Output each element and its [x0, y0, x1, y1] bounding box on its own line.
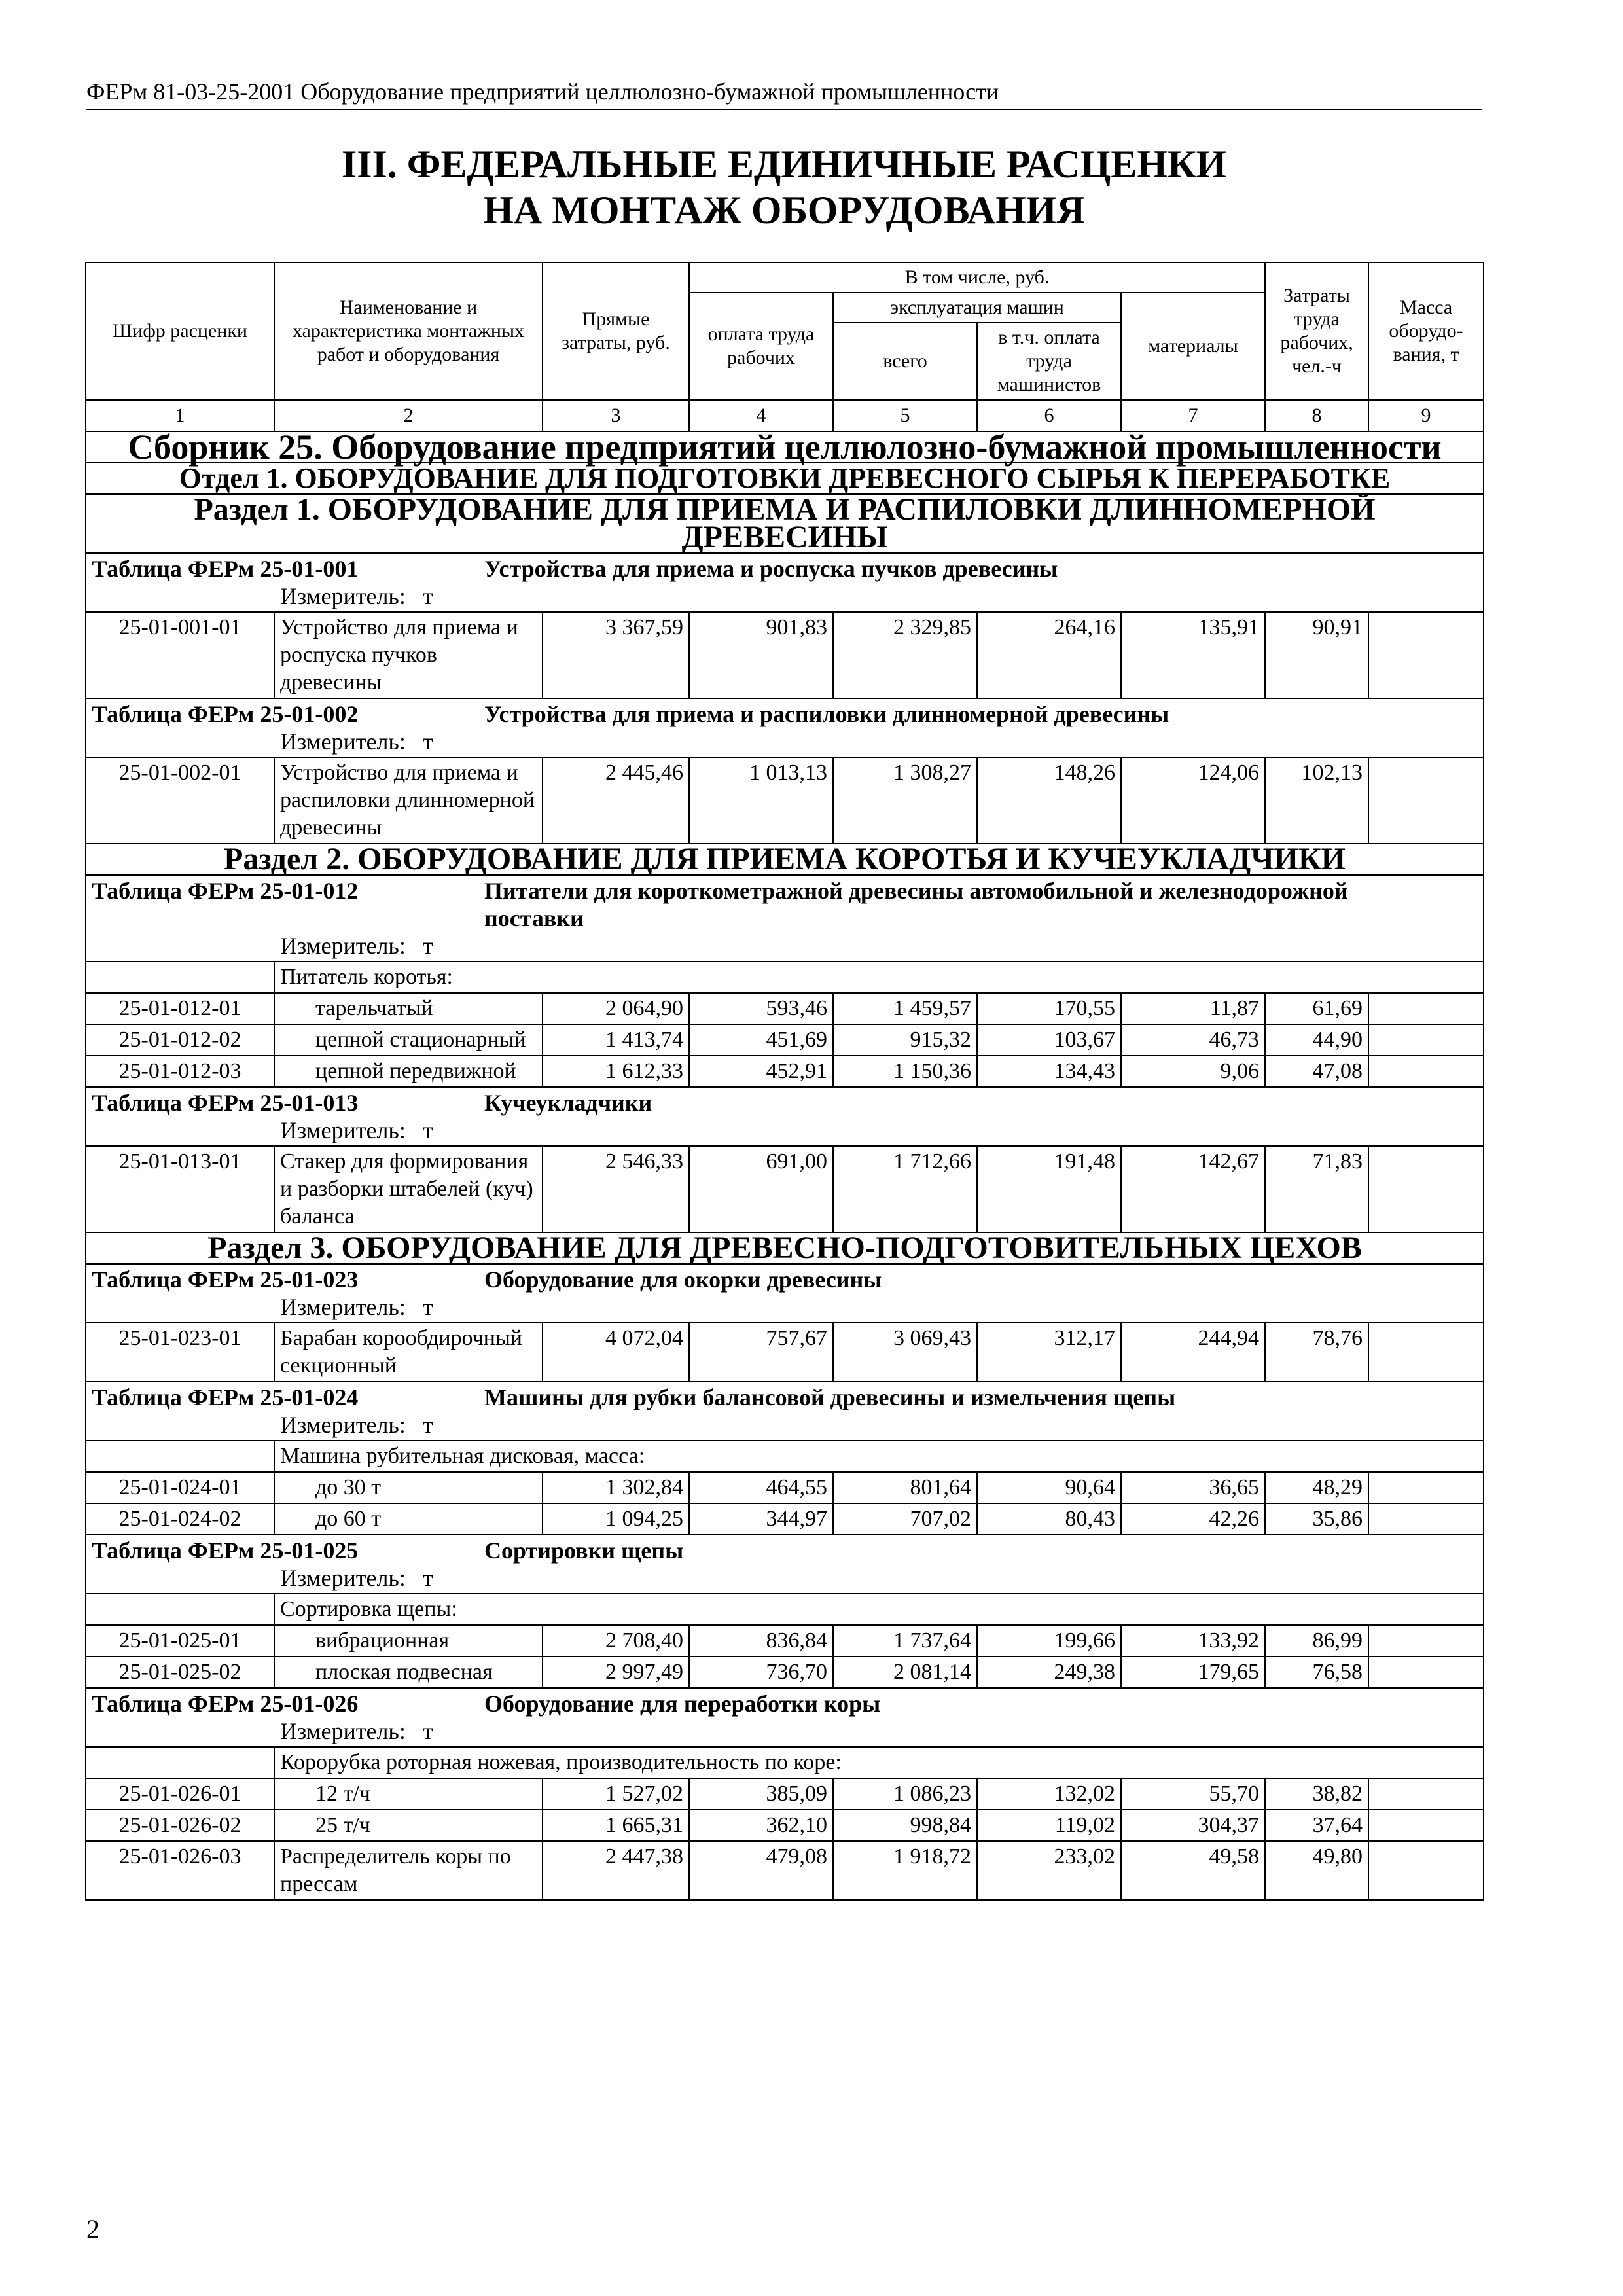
- group-label: Машина рубительная дисковая, масса:: [274, 1441, 1484, 1472]
- direct-costs: 3 367,59: [543, 612, 689, 698]
- machines-total: 1 150,36: [833, 1056, 977, 1087]
- table-code: Таблица ФЕРм 25-01-013: [92, 1090, 359, 1116]
- measure-unit: т: [422, 728, 433, 755]
- table-code: Таблица ФЕРм 25-01-026: [92, 1691, 359, 1717]
- machines-total: 1 712,66: [833, 1146, 977, 1232]
- group-row: [86, 1594, 1484, 1625]
- machinists-wages: 191,48: [977, 1146, 1121, 1232]
- labor-hours: 102,13: [1265, 757, 1368, 844]
- materials: 9,06: [1121, 1056, 1265, 1087]
- work-name: цепной стационарный: [274, 1024, 543, 1056]
- work-name: плоская подвесная: [274, 1657, 543, 1688]
- page-number: 2: [86, 2214, 99, 2244]
- table-row: [86, 1810, 1484, 1841]
- header-machines: эксплуатация машин: [833, 293, 1121, 323]
- materials: 11,87: [1121, 993, 1265, 1024]
- group-label: Питатель коротья:: [274, 961, 1484, 993]
- materials: 135,91: [1121, 612, 1265, 698]
- table-code: Таблица ФЕРм 25-01-002: [92, 701, 359, 727]
- direct-costs: 2 447,38: [543, 1841, 689, 1900]
- wages: 691,00: [689, 1146, 833, 1232]
- work-name: Барабан корообдирочный секционный: [274, 1323, 543, 1382]
- direct-costs: 2 546,33: [543, 1146, 689, 1232]
- work-name: до 30 т: [274, 1472, 543, 1503]
- table-code: Таблица ФЕРм 25-01-025: [92, 1537, 359, 1564]
- materials: 244,94: [1121, 1323, 1265, 1382]
- table-heading: [86, 875, 1484, 961]
- measure: [280, 1117, 1478, 1144]
- measure-unit: т: [422, 1565, 433, 1591]
- wages: 901,83: [689, 612, 833, 698]
- direct-costs: 1 612,33: [543, 1056, 689, 1087]
- machines-total: 1 459,57: [833, 993, 977, 1024]
- measure-label: Измеритель:: [280, 1294, 406, 1320]
- empty-cell: [86, 961, 274, 993]
- direct-costs: 1 413,74: [543, 1024, 689, 1056]
- group-row: [86, 1441, 1484, 1472]
- machines-total: 1 737,64: [833, 1625, 977, 1657]
- table-heading-row: [86, 1688, 1484, 1747]
- work-name: цепной передвижной: [274, 1056, 543, 1087]
- measure-label: Измеритель:: [280, 1412, 406, 1438]
- wages: 385,09: [689, 1778, 833, 1810]
- rate-code: 25-01-023-01: [86, 1323, 274, 1382]
- mass-cell: [1368, 1810, 1484, 1841]
- direct-costs: 1 094,25: [543, 1503, 689, 1535]
- measure: [280, 1717, 1478, 1745]
- direct-costs: 2 708,40: [543, 1625, 689, 1657]
- rate-code: 25-01-001-01: [86, 612, 274, 698]
- measure-unit: т: [422, 1294, 433, 1320]
- table-name: Питатели для короткометражной древесины автомобильной и железнодорожной поставки: [484, 878, 1348, 931]
- table-code: Таблица ФЕРм 25-01-001: [92, 556, 359, 582]
- rate-code: 25-01-002-01: [86, 757, 274, 844]
- mass-cell: [1368, 1056, 1484, 1087]
- machines-total: 1 086,23: [833, 1778, 977, 1810]
- labor-hours: 38,82: [1265, 1778, 1368, 1810]
- machines-total: 1 308,27: [833, 757, 977, 844]
- machinists-wages: 132,02: [977, 1778, 1121, 1810]
- work-name: 25 т/ч: [274, 1810, 543, 1841]
- table-heading-row: [86, 1382, 1484, 1441]
- table-heading: [86, 698, 1484, 757]
- section-title: Раздел 2. ОБОРУДОВАНИЕ ДЛЯ ПРИЕМА КОРОТЬЯ И КУЧЕУКЛАДЧИКИ: [86, 844, 1484, 875]
- rate-code: 25-01-024-02: [86, 1503, 274, 1535]
- table-heading-row: [86, 1535, 1484, 1594]
- colnum: 5: [833, 400, 977, 431]
- measure-unit: т: [422, 1117, 433, 1143]
- mass-cell: [1368, 1146, 1484, 1232]
- wages: 479,08: [689, 1841, 833, 1900]
- machines-total: 801,64: [833, 1472, 977, 1503]
- measure-unit: т: [422, 1412, 433, 1438]
- table-heading: [86, 1264, 1484, 1323]
- wages: 593,46: [689, 993, 833, 1024]
- measure: [280, 728, 1478, 755]
- department-title: Отдел 1. ОБОРУДОВАНИЕ ДЛЯ ПОДГОТОВКИ ДРЕВЕСНОГО СЫРЬЯ К ПЕРЕРАБОТКЕ: [86, 463, 1484, 494]
- table-code: Таблица ФЕРм 25-01-012: [92, 878, 359, 904]
- table-row: [86, 1625, 1484, 1657]
- table-heading-row: [86, 698, 1484, 757]
- wages: 362,10: [689, 1810, 833, 1841]
- table-name: Сортировки щепы: [484, 1537, 684, 1564]
- empty-cell: [86, 1747, 274, 1778]
- machinists-wages: 312,17: [977, 1323, 1121, 1382]
- table-row: [86, 1472, 1484, 1503]
- header-labor: Затраты труда рабочих, чел.-ч: [1265, 262, 1368, 400]
- section-title: Раздел 3. ОБОРУДОВАНИЕ ДЛЯ ДРЕВЕСНО-ПОДГОТОВИТЕЛЬНЫХ ЦЕХОВ: [86, 1232, 1484, 1264]
- measure-label: Измеритель:: [280, 933, 406, 959]
- mass-cell: [1368, 1323, 1484, 1382]
- wages: 451,69: [689, 1024, 833, 1056]
- table-heading-row: [86, 553, 1484, 612]
- table-row: [86, 1657, 1484, 1688]
- labor-hours: 78,76: [1265, 1323, 1368, 1382]
- labor-hours: 47,08: [1265, 1056, 1368, 1087]
- group-label: Корорубка роторная ножевая, производительность по коре:: [274, 1747, 1484, 1778]
- machines-total: 3 069,43: [833, 1323, 977, 1382]
- mass-cell: [1368, 1472, 1484, 1503]
- page-title: [86, 141, 1482, 233]
- mass-cell: [1368, 612, 1484, 698]
- direct-costs: 1 527,02: [543, 1778, 689, 1810]
- machines-total: 998,84: [833, 1810, 977, 1841]
- measure-label: Измеритель:: [280, 1117, 406, 1143]
- empty-cell: [86, 1441, 274, 1472]
- materials: 179,65: [1121, 1657, 1265, 1688]
- table-heading: [86, 553, 1484, 612]
- direct-costs: 2 445,46: [543, 757, 689, 844]
- colnum: 4: [689, 400, 833, 431]
- measure-label: Измеритель:: [280, 728, 406, 755]
- table-row: [86, 1056, 1484, 1087]
- wages: 1 013,13: [689, 757, 833, 844]
- table-row: [86, 1841, 1484, 1900]
- materials: 42,26: [1121, 1503, 1265, 1535]
- machinists-wages: 233,02: [977, 1841, 1121, 1900]
- table-row: [86, 757, 1484, 844]
- table-heading-row: [86, 1087, 1484, 1146]
- wages: 452,91: [689, 1056, 833, 1087]
- measure: [280, 1564, 1478, 1592]
- header-machines-total: всего: [833, 323, 977, 400]
- rate-code: 25-01-013-01: [86, 1146, 274, 1232]
- labor-hours: 35,86: [1265, 1503, 1368, 1535]
- table-row: [86, 1503, 1484, 1535]
- measure-unit: т: [422, 1718, 433, 1744]
- labor-hours: 37,64: [1265, 1810, 1368, 1841]
- measure: [280, 1293, 1478, 1321]
- measure: [280, 1411, 1478, 1439]
- colnum: 3: [543, 400, 689, 431]
- rate-code: 25-01-026-02: [86, 1810, 274, 1841]
- header-materials: материалы: [1121, 293, 1265, 400]
- machinists-wages: 103,67: [977, 1024, 1121, 1056]
- header-direct: Прямые затраты, руб.: [543, 262, 689, 400]
- direct-costs: 2 064,90: [543, 993, 689, 1024]
- column-numbers-row: [86, 400, 1484, 431]
- wages: 757,67: [689, 1323, 833, 1382]
- materials: 49,58: [1121, 1841, 1265, 1900]
- rate-code: 25-01-024-01: [86, 1472, 274, 1503]
- machinists-wages: 148,26: [977, 757, 1121, 844]
- machinists-wages: 90,64: [977, 1472, 1121, 1503]
- page-title-line1: III. ФЕДЕРАЛЬНЫЕ ЕДИНИЧНЫЕ РАСЦЕНКИ: [341, 143, 1227, 186]
- machines-total: 707,02: [833, 1503, 977, 1535]
- header-wages: оплата труда рабочих: [689, 293, 833, 400]
- measure-unit: т: [422, 933, 433, 959]
- table-heading: [86, 1087, 1484, 1146]
- wages: 464,55: [689, 1472, 833, 1503]
- machinists-wages: 249,38: [977, 1657, 1121, 1688]
- rate-code: 25-01-025-01: [86, 1625, 274, 1657]
- machinists-wages: 170,55: [977, 993, 1121, 1024]
- machinists-wages: 119,02: [977, 1810, 1121, 1841]
- direct-costs: 2 997,49: [543, 1657, 689, 1688]
- colnum: 2: [274, 400, 543, 431]
- colnum: 7: [1121, 400, 1265, 431]
- page-title-line2: НА МОНТАЖ ОБОРУДОВАНИЯ: [483, 188, 1085, 232]
- colnum: 6: [977, 400, 1121, 431]
- machinists-wages: 264,16: [977, 612, 1121, 698]
- table-name: Машины для рубки балансовой древесины и измельчения щепы: [484, 1384, 1176, 1410]
- group-row: [86, 1747, 1484, 1778]
- colnum: 1: [86, 400, 274, 431]
- header-mass: Масса оборудо-вания, т: [1368, 262, 1484, 400]
- header-name: Наименование и характеристика монтажных работ и оборудования: [274, 262, 543, 400]
- labor-hours: 44,90: [1265, 1024, 1368, 1056]
- table-code: Таблица ФЕРм 25-01-024: [92, 1384, 359, 1410]
- table-row: [86, 1024, 1484, 1056]
- section-title: Раздел 1. ОБОРУДОВАНИЕ ДЛЯ ПРИЕМА И РАСПИЛОВКИ ДЛИННОМЕРНОЙ ДРЕВЕСИНЫ: [86, 494, 1484, 553]
- group-row: [86, 961, 1484, 993]
- machinists-wages: 134,43: [977, 1056, 1121, 1087]
- collection-title: Сборник 25. Оборудование предприятий целлюлозно-бумажной промышленности: [86, 431, 1484, 463]
- table-row: [86, 993, 1484, 1024]
- table-code: Таблица ФЕРм 25-01-023: [92, 1266, 359, 1293]
- header-code: Шифр расценки: [86, 262, 274, 400]
- colnum: 9: [1368, 400, 1484, 431]
- table-name: Устройства для приема и роспуска пучков древесины: [484, 556, 1058, 582]
- measure-label: Измеритель:: [280, 583, 406, 609]
- table-row: [86, 1778, 1484, 1810]
- materials: 55,70: [1121, 1778, 1265, 1810]
- machinists-wages: 199,66: [977, 1625, 1121, 1657]
- materials: 133,92: [1121, 1625, 1265, 1657]
- rate-code: 25-01-025-02: [86, 1657, 274, 1688]
- rates-table: [85, 262, 1484, 1901]
- rate-code: 25-01-026-03: [86, 1841, 274, 1900]
- labor-hours: 71,83: [1265, 1146, 1368, 1232]
- direct-costs: 1 665,31: [543, 1810, 689, 1841]
- mass-cell: [1368, 1625, 1484, 1657]
- table-row: [86, 612, 1484, 698]
- mass-cell: [1368, 757, 1484, 844]
- measure-unit: т: [422, 583, 433, 609]
- header-machinists: в т.ч. оплата труда машинистов: [977, 323, 1121, 400]
- work-name: 12 т/ч: [274, 1778, 543, 1810]
- empty-cell: [86, 1594, 274, 1625]
- rate-code: 25-01-012-03: [86, 1056, 274, 1087]
- machinists-wages: 80,43: [977, 1503, 1121, 1535]
- rate-code: 25-01-026-01: [86, 1778, 274, 1810]
- table-heading-row: [86, 875, 1484, 961]
- mass-cell: [1368, 1024, 1484, 1056]
- measure-label: Измеритель:: [280, 1718, 406, 1744]
- table-heading: [86, 1688, 1484, 1747]
- machines-total: 2 081,14: [833, 1657, 977, 1688]
- measure: [280, 583, 1478, 610]
- labor-hours: 49,80: [1265, 1841, 1368, 1900]
- table-name: Устройства для приема и распиловки длинномерной древесины: [484, 701, 1169, 727]
- group-label: Сортировка щепы:: [274, 1594, 1484, 1625]
- header-including: В том числе, руб.: [689, 262, 1265, 293]
- labor-hours: 86,99: [1265, 1625, 1368, 1657]
- materials: 124,06: [1121, 757, 1265, 844]
- labor-hours: 76,58: [1265, 1657, 1368, 1688]
- measure-label: Измеритель:: [280, 1565, 406, 1591]
- table-heading: [86, 1535, 1484, 1594]
- mass-cell: [1368, 1778, 1484, 1810]
- work-name: Стакер для формирования и разборки штабелей (куч) баланса: [274, 1146, 543, 1232]
- mass-cell: [1368, 1657, 1484, 1688]
- labor-hours: 90,91: [1265, 612, 1368, 698]
- table-row: [86, 1146, 1484, 1232]
- materials: 36,65: [1121, 1472, 1265, 1503]
- rate-code: 25-01-012-01: [86, 993, 274, 1024]
- materials: 142,67: [1121, 1146, 1265, 1232]
- rate-code: 25-01-012-02: [86, 1024, 274, 1056]
- materials: 304,37: [1121, 1810, 1265, 1841]
- labor-hours: 61,69: [1265, 993, 1368, 1024]
- labor-hours: 48,29: [1265, 1472, 1368, 1503]
- table-name: Оборудование для переработки коры: [484, 1691, 881, 1717]
- work-name: до 60 т: [274, 1503, 543, 1535]
- mass-cell: [1368, 1841, 1484, 1900]
- machines-total: 2 329,85: [833, 612, 977, 698]
- machines-total: 915,32: [833, 1024, 977, 1056]
- work-name: Распределитель коры по прессам: [274, 1841, 543, 1900]
- materials: 46,73: [1121, 1024, 1265, 1056]
- direct-costs: 4 072,04: [543, 1323, 689, 1382]
- wages: 344,97: [689, 1503, 833, 1535]
- machines-total: 1 918,72: [833, 1841, 977, 1900]
- colnum: 8: [1265, 400, 1368, 431]
- wages: 836,84: [689, 1625, 833, 1657]
- table-row: [86, 1323, 1484, 1382]
- mass-cell: [1368, 1503, 1484, 1535]
- mass-cell: [1368, 993, 1484, 1024]
- table-heading: [86, 1382, 1484, 1441]
- running-header: ФЕРм 81-03-25-2001 Оборудование предприятий целлюлозно-бумажной промышленности: [86, 77, 1482, 110]
- work-name: Устройство для приема и роспуска пучков древесины: [274, 612, 543, 698]
- direct-costs: 1 302,84: [543, 1472, 689, 1503]
- wages: 736,70: [689, 1657, 833, 1688]
- measure: [280, 932, 1478, 960]
- work-name: вибрационная: [274, 1625, 543, 1657]
- work-name: тарельчатый: [274, 993, 543, 1024]
- table-name: Оборудование для окорки древесины: [484, 1266, 882, 1293]
- table-heading-row: [86, 1264, 1484, 1323]
- work-name: Устройство для приема и распиловки длинномерной древесины: [274, 757, 543, 844]
- table-name: Кучеукладчики: [484, 1090, 652, 1116]
